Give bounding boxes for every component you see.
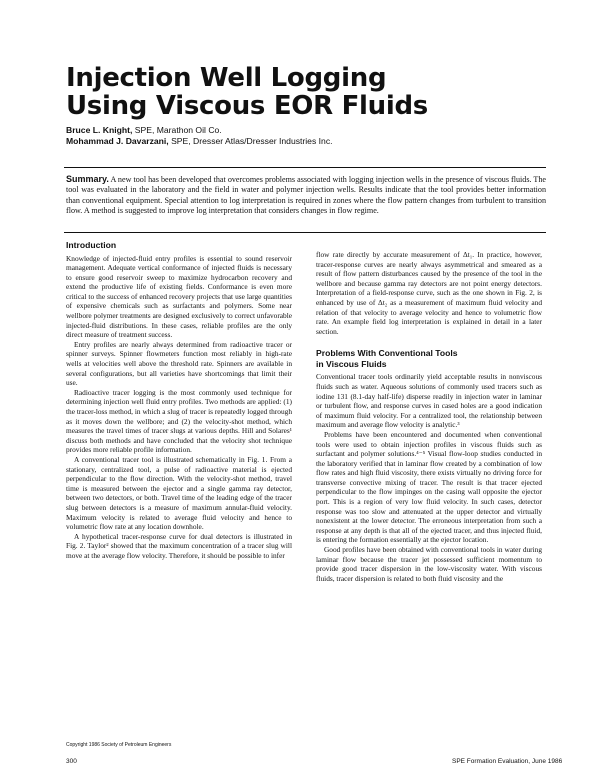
paragraph: Entry profiles are nearly always determined from radioactive tracer or spinner surveys. Spinner flowmeters function most reliably in high-rate wells at velocities well above the threshold rate. Spinners are available in several configurations, but all varieties have shortcomings that limit their use.: [66, 339, 292, 388]
paragraph: Problems have been encountered and documented when conventional tools were used to obtain injection profiles in viscous fluids such as surfactant and polymer solutions.⁴⁻⁵ Visual flow-loop studies conducted in the laboratory verified that in laminar flow created by a combination of low flow rates and high fluid viscosity, there exists virtually no driving force for transverse convective mixing of tracer. The result is that tracer ejected perpendicular to the flow impinges on the casing wall opposite the ejector port. This is a region of very low fluid velocity. In such cases, detector response was too slow and attenuated at the upper detector and virtually nonexistent at the lower detector. The erroneous interpretation from such a response at any depth is that all of the ejected tracer, and thus injected fluid, is entering the formation essentially at the ejector location.: [316, 429, 542, 545]
author-name: Bruce L. Knight,: [66, 125, 133, 135]
section-gap: [316, 336, 542, 348]
paragraph: Radioactive tracer logging is the most commonly used technique for determining injection well fluid entry profiles. Two methods are applied: (1) the tracer-loss method, in which a slug of tracer is repeatedly logged through as it moves down the wellbore; and (2) the velocity-shot method, which measures the travel times of tracer slugs at various depths. Hill and Solares¹ discuss both methods and have concluded that the velocity shot technique provides more reliable profile information.: [66, 387, 292, 455]
heading-line: Problems With Conventional Tools: [316, 348, 458, 359]
summary-box: [64, 167, 546, 233]
paper-title: [66, 64, 546, 120]
paragraph: A hypothetical tracer-response curve for dual detectors is illustrated in Fig. 2. Taylor² showed that the maximum concentration of a tracer slug will move at the average flow velocity. Therefore, it should be possible to infer: [66, 531, 292, 560]
paragraph: flow rate directly by accurate measurement of Δt₁. In practice, however, tracer-response curves are nearly always asymmetrical and smeared as a result of flow pattern disturbances caused by the presence of the tool in the wellbore and because gamma ray detectors are not point energy detectors. Interpretation of a field-response curve, such as the one shown in Fig. 2, is enhanced by use of Δt₂ as a measurement of maximum fluid velocity and relation of that velocity to average velocity and hence to volumetric flow rate. An example field log interpretation is explained in detail in a later section.: [316, 250, 542, 336]
title-line-1: Injection Well Logging: [66, 63, 387, 93]
paragraph: A conventional tracer tool is illustrated schematically in Fig. 1. From a stationary, centralized tool, a pulse of radioactive material is ejected perpendicular to the flow direction. With the velocity-shot method, travel time is measured between the ejector and a single gamma ray detector, between two detectors, or both. Travel time of the leading edge of the tracer slug between detectors is a measure of maximum annular-fluid velocity. Maximum velocity is related to average fluid velocity and hence to volumetric flow rate at any location downhole.: [66, 454, 292, 532]
author-affiliation: SPE, Marathon Oil Co.: [132, 125, 222, 135]
summary-label: Summary.: [66, 174, 109, 184]
section-heading-introduction: Introduction: [66, 240, 117, 250]
author-name: Mohammad J. Davarzani,: [66, 135, 169, 146]
author-affiliation: SPE, Dresser Atlas/Dresser Industries Inc.: [168, 135, 333, 146]
section-heading-conventional-tools: [316, 348, 542, 369]
paragraph: Knowledge of injected-fluid entry profiles is essential to sound reservoir management. Adequate vertical conformance of injected fluids is necessary to ensure good reservoir sweep to maximize hydrocarbon recovery and extend the productive life of existing fields. Conformance is even more critical to the success of enhanced recovery projects that use large quantities of expensive chemicals such as surfactants and polymers. Some near wellbore polymer treatments are designed exclusively to correct unfavorable injected-fluid distributions. In these cases, reliable profiles are the only direct measure of treatment success.: [66, 253, 292, 340]
copyright-notice: Copyright 1986 Society of Petroleum Engineers: [66, 742, 172, 748]
journal-citation: SPE Formation Evaluation, June 1986: [452, 758, 563, 765]
heading-line: in Viscous Fluids: [316, 358, 387, 369]
right-column: [316, 250, 542, 583]
author-list: [66, 125, 546, 146]
author-line: [66, 136, 546, 147]
title-line-2: Using Viscous EOR Fluids: [66, 91, 428, 121]
paragraph: Conventional tracer tools ordinarily yield acceptable results in nonviscous fluids such as water. Aqueous solutions of commonly used tracers such as iodine 131 (8.1-day half-life) disperse readily in injection water in laminar or turbulent flow, and response curves in cased holes are a good indication of maximum fluid velocity. For a centralized tool, the relationship between maximum and average flow velocity is analytic.³: [316, 372, 542, 430]
page-number: 300: [66, 758, 77, 765]
summary-text: A new tool has been developed that overcomes problems associated with logging injection wells in the presence of viscous fluids. The tool was evaluated in the laboratory and the field in water and polymer injection wells. Results indicate that the tool provides better information than conventional equipment. Special attention to log interpretation is required in zones where the flow pattern changes from turbulent to transition flow. A method is suggested to improve log interpretation that considers changes in flow regime.: [66, 175, 546, 216]
left-column: [66, 240, 292, 561]
author-line: [66, 125, 546, 136]
paragraph: Good profiles have been obtained with conventional tools in water during laminar flow because the tracer jet possessed sufficient momentum to provide good tracer dispersion in the low-viscosity water. With viscous fluids, tracer dispersion is related to both fluid viscosity and the: [316, 545, 542, 583]
